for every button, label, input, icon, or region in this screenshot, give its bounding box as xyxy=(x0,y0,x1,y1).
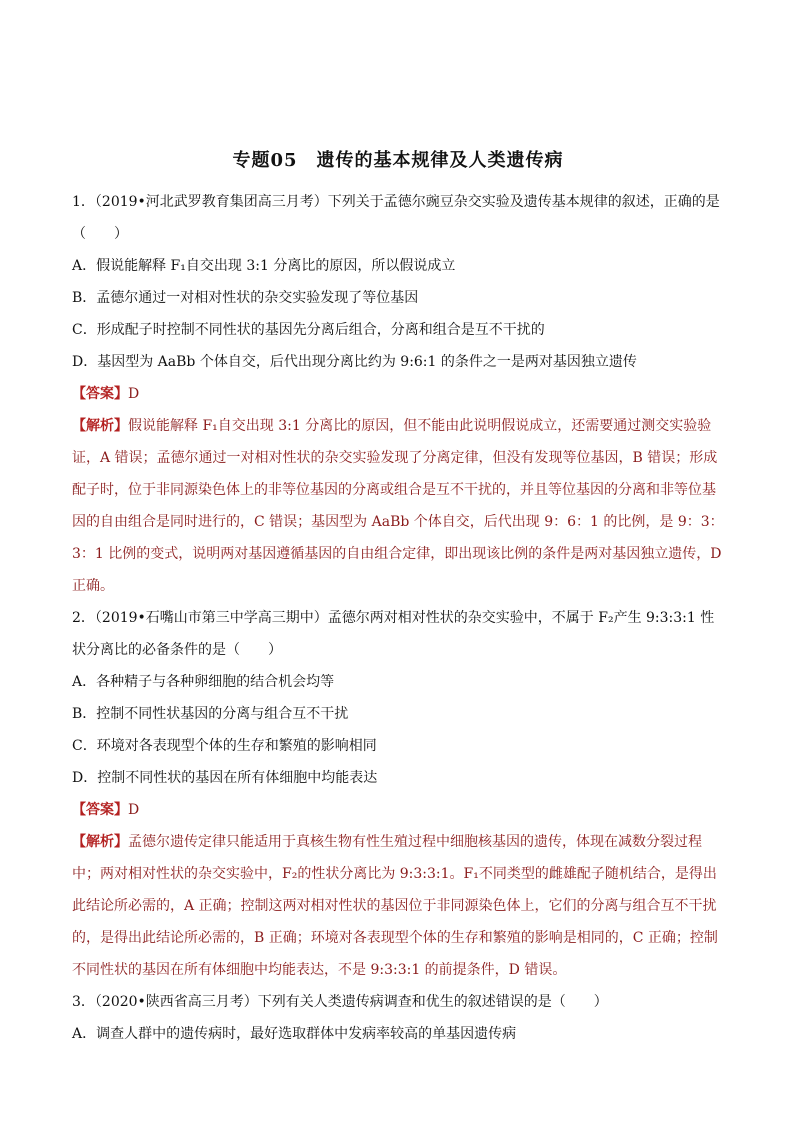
question-2-option-d: D．控制不同性状的基因在所有体细胞中均能表达 xyxy=(72,770,378,786)
question-1-explanation xyxy=(72,410,724,602)
answer-tag: 【答案】 xyxy=(72,802,128,818)
question-3-option-a: A．调查人群中的遗传病时，最好选取群体中发病率较高的单基因遗传病 xyxy=(72,1026,517,1042)
question-3-stem: 3．（2020•陕西省高三月考）下列有关人类遗传病调查和优生的叙述错误的是（ ） xyxy=(72,994,608,1010)
question-1-answer xyxy=(72,378,724,410)
question-1-stem: 1．（2019•河北武罗教育集团高三月考）下列关于孟德尔豌豆杂交实验及遗传基本规律的叙述，正确的是 xyxy=(72,194,720,210)
question-2-option-c: C．环境对各表现型个体的生存和繁殖的影响相同 xyxy=(72,738,377,754)
question-2-answer xyxy=(72,794,724,826)
explanation-text: 孟德尔遗传定律只能适用于真核生物有性生殖过程中细胞核基因的遗传，体现在减数分裂过程中；两对相对性状的杂交实验中，F₂的性状分离比为 9:3:3:1。F₁不同类型的雌雄配子随机结合，是得出此结论所必需的，A 正确；控制这两对相对性状的基因位于非同源染色体上，它们的分离与组合互不干扰的，是得出此结论所必需的，B 正确；环境对各表现型个体的生存和繁殖的影响是相同的，C 正确；控制不同性状的基因在所有体细胞中均能表达，不是 9:3:3:1 的前提条件，D 错误。 xyxy=(72,834,718,978)
question-2-explanation xyxy=(72,826,724,986)
answer-value: D xyxy=(128,802,140,818)
question-1-option-c: C．形成配子时控制不同性状的基因先分离后组合，分离和组合是互不干扰的 xyxy=(72,322,545,338)
answer-tag: 【答案】 xyxy=(72,386,128,402)
question-1-option-d: D．基因型为 AaBb 个体自交，后代出现分离比约为 9:6:1 的条件之一是两对基因独立遗传 xyxy=(72,354,637,370)
question-2-option-a: A．各种精子与各种卵细胞的结合机会均等 xyxy=(72,674,335,690)
question-2-stem: 2．（2019•石嘴山市第三中学高三期中）孟德尔两对相对性状的杂交实验中，不属于 F₂产生 9:3:3:1 性状分离比的必备条件的是（ ） xyxy=(72,610,715,658)
question-1-option-b: B．孟德尔通过一对相对性状的杂交实验发现了等位基因 xyxy=(72,290,419,306)
question-1-option-a: A．假说能解释 F₁自交出现 3:1 分离比的原因，所以假说成立 xyxy=(72,258,456,274)
explanation-tag: 【解析】 xyxy=(72,834,128,850)
explanation-tag: 【解析】 xyxy=(72,418,128,434)
question-1-stem-cont: （ ） xyxy=(72,226,128,242)
explanation-text: 假说能解释 F₁自交出现 3:1 分离比的原因，但不能由此说明假说成立，还需要通过测交实验验证，A 错误；孟德尔通过一对相对性状的杂交实验发现了分离定律，但没有发现等位基因，B 错误；形成配子时，位于非同源染色体上的非等位基因的分离或组合是互不干扰的，并且等位基因的分离和非等位基因的自由组合是同时进行的，C 错误；基因型为 AaBb 个体自交，后代出现 9：6：1 的比例，是 9：3：3：1 比例的变式，说明两对基因遵循基因的自由组合定律，即出现该比例的条件是两对基因独立遗传，D 正确。 xyxy=(72,418,724,594)
question-2-option-b: B．控制不同性状基因的分离与组合互不干扰 xyxy=(72,706,349,722)
answer-value: D xyxy=(128,386,140,402)
page-title: 专题05 遗传的基本规律及人类遗传病 xyxy=(232,150,564,171)
document-page xyxy=(72,140,724,1050)
